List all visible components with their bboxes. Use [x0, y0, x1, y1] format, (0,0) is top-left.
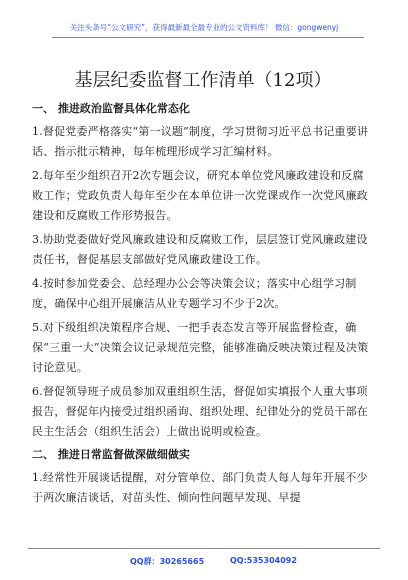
list-item: 2.每年至少组织召开2次专题会议，研究本单位党风廉政建设和反腐败工作；党政负责人每年至少在本单位讲一次党课或作一次党风廉政建设和反腐败工作形势报告。: [32, 169, 368, 222]
banner-divider: [52, 37, 364, 38]
section-heading-1: 一、 推进政治监督具体化常态化: [32, 102, 190, 115]
document-title: 基层纪委监督工作清单（12项）: [74, 70, 332, 91]
banner-text: 关注头条号“公文研究”，获得最新最全最专业的公文资料库！ 微信：gongwenyj: [69, 23, 339, 32]
list-item: 6.督促领导班子成员参加双重组织生活，督促如实填报个人重大事项报告，督促年内接受过组织函询、组织处理、纪律处分的党员干部在民主生活会（组织生活会）上做出说明或检查。: [32, 385, 368, 438]
footer-qq: QQ:535304092: [230, 556, 297, 565]
list-item: 3.协助党委做好党风廉政建设和反腐败工作，层层签订党风廉政建设责任书，督促基层支部做好党风廉政建设工作。: [32, 233, 368, 266]
document-body: [32, 66, 374, 512]
list-item: 1.经常性开展谈话提醒，对分管单位、部门负责人每人每年开展不少于两次廉洁谈话，对苗头性、倾向性问题早发现、早提: [32, 471, 368, 504]
list-item: 4.按时参加党委会、总经理办公会等决策会议；落实中心组学习制度，确保中心组开展廉洁从业专题学习不少于2次。: [32, 277, 357, 310]
top-banner: [0, 0, 408, 40]
footer-qq-group: QQ群：30265665: [130, 557, 205, 566]
page-footer: [0, 548, 408, 578]
list-item: 5.对下级组织决策程序合规、一把手表态发言等开展监督检查，确保“三重一大”决策会议记录规范完整，能够准确反映决策过程及决策讨论意见。: [32, 321, 369, 374]
section-heading-2: 二、 推进日常监督做深做细做实: [32, 448, 190, 461]
list-item: 1.督促党委严格落实“第一议题”制度，学习贯彻习近平总书记重要讲话、指示批示精神，每年梳理形成学习汇编材料。: [32, 125, 369, 158]
footer-divider: [28, 548, 380, 549]
